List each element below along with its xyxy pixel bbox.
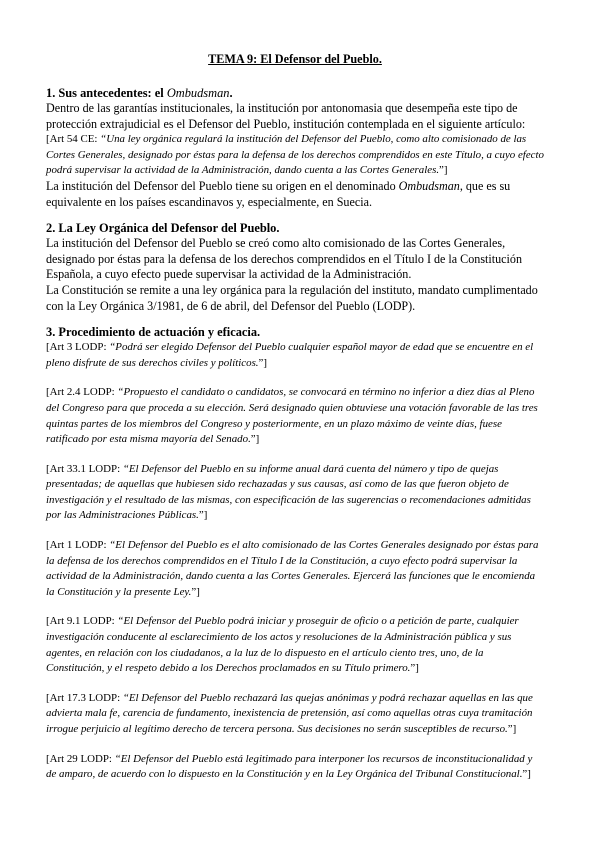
citation-art-54-ce (46, 132, 544, 179)
citation-ref: [Art 29 LODP: (46, 752, 115, 765)
citation-ref: [Art 33.1 LODP: (46, 462, 123, 475)
section-antecedentes (46, 86, 544, 210)
citation-ref: [Art 54 CE: (46, 133, 101, 146)
citation-text: “Propuesto el candidato o candidatos, se convocará en término no inferior a diez días al Pleno del Congreso para que proceda a su elección. Será designado quien obtuviese una votación favorable de las tres quintas partes de los miembros del Congreso y posteriormente, en un plazo máximo de veinte días, fuese ratificado por esta misma mayoría del Senado. (46, 386, 538, 446)
citation-text: “El Defensor del Pueblo podrá iniciar y proseguir de oficio o a petición de parte, cualquier investigación conducente al esclarecimiento de los actos y resoluciones de la Administración pública y sus agentes, en relación con los ciudadanos, a la luz de lo dispuesto en el artículo ciento tres, uno, de la Constitución, y el respeto debido a los Derechos proclamados en su Título primero. (46, 615, 519, 675)
citation-text: “El Defensor del Pueblo en su informe anual dará cuenta del número y tipo de quejas presentadas; de aquellas que hubiesen sido rechazadas y sus causas, así como de las que fueron objeto de investigación y el resultado de las mismas, con especificación de las sugerencias o recomendaciones admitidas por las Administraciones Públicas. (46, 462, 531, 522)
section-2-paragraph-1: La institución del Defensor del Pueblo se creó como alto comisionado de las Cortes Generales, designado por éstas para la defensa de los derechos comprendidos en el Título I de la Constitución Española, a cuyo efecto puede supervisar la actividad de la Administración. (46, 236, 523, 282)
citation-art-2-4-lodp (46, 385, 544, 447)
section-1-heading (46, 86, 544, 101)
section-2-paragraph-2: La Constitución se remite a una ley orgánica para la regulación del instituto, mandato cumplimentado con la Ley Orgánica 3/1981, de 6 de abril, del Defensor del Pueblo (LODP). (46, 282, 538, 313)
citation-ref: [Art 1 LODP: (46, 539, 110, 552)
section-1-heading-text: 1. Sus antecedentes: el (46, 86, 164, 100)
section-ley-organica (46, 221, 544, 314)
p2-text-start: La institución del Defensor del Pueblo tiene su origen en el denominado (46, 178, 399, 193)
section-procedimiento (46, 325, 544, 783)
citation-ref: [Art 17.3 LODP: (46, 691, 123, 704)
citation-art-17-3-lodp (46, 691, 544, 738)
citation-text: “Podrá ser elegido Defensor del Pueblo cualquier español mayor de edad que se encuentre en el pleno disfrute de sus derechos civiles y políticos. (46, 341, 534, 369)
citation-close: ”] (439, 164, 448, 177)
citation-art-3-lodp (46, 340, 544, 371)
citation-art-1-lodp (46, 538, 544, 600)
citation-close: ”] (258, 356, 267, 369)
document-title: TEMA 9: El Defensor del Pueblo. (208, 52, 382, 66)
p2-term: Ombudsman (398, 178, 460, 193)
citation-text: “Una ley orgánica regulará la institución del Defensor del Pueblo, como alto comisionado de las Cortes Generales, designado por éstas para la defensa de los derechos comprendidos en este Título, a cuyo efecto podrá supervisar la actividad de la Administración, dando cuenta a las Cortes Generales. (46, 133, 544, 177)
citation-close: ”] (198, 509, 208, 522)
citation-art-33-1-lodp (46, 462, 544, 524)
section-2-heading: 2. La Ley Orgánica del Defensor del Pueblo. (46, 221, 280, 236)
citation-text: “El Defensor del Pueblo está legitimado para interponer los recursos de inconstitucionalidad y de amparo, de acuerdo con lo dispuesto en la Constitución y en la Ley Orgánica del Tribunal Constitucional. (46, 752, 533, 781)
citation-close: ”] (191, 585, 200, 598)
citation-ref: [Art 9.1 LODP: (46, 615, 118, 628)
citation-art-29-lodp (46, 752, 544, 783)
section-1-heading-term: Ombudsman (166, 86, 230, 100)
citation-ref: [Art 2.4 LODP: (46, 386, 118, 399)
citation-close: ”] (507, 723, 517, 735)
citation-close: ”] (522, 768, 531, 781)
citation-close: ”] (250, 433, 260, 446)
citation-text: “El Defensor del Pueblo rechazará las quejas anónimas y podrá rechazar aquellas en las que advierta mala fe, carencia de fundamento, inexistencia de pretensión, así como aquellas otras cuya tramitación irrogue perjuicio al legítimo derecho de tercera persona. Sus decisiones no serán susceptibles de recurso. (46, 691, 533, 735)
citation-close: ”] (410, 662, 419, 675)
section-3-heading: 3. Procedimiento de actuación y eficacia. (46, 325, 261, 340)
p2-text-end: , que es su equivalente en los países escandinavos y, especialmente, en Suecia. (46, 178, 511, 209)
citation-text: “El Defensor del Pueblo es el alto comisionado de las Cortes Generales designado por éstas para la defensa de los derechos comprendidos en el Título I de la Constitución, a cuyo efecto podrá supervisar la actividad de la Administración, dando cuenta a las Cortes Generales. Ejercerá las funciones que le encomienda la Constitución y la presente Ley. (46, 539, 539, 598)
section-1-paragraph-1: Dentro de las garantías institucionales, la institución por antonomasia que desempeña este tipo de protección extrajudicial es el Defensor del Pueblo, institución contemplada en el siguiente artículo: (46, 101, 526, 131)
citation-art-9-1-lodp (46, 614, 544, 676)
section-1-heading-end: . (229, 86, 233, 100)
citations-list (46, 340, 544, 783)
section-1-paragraph-2 (46, 179, 544, 210)
citation-ref: [Art 3 LODP: (46, 341, 110, 354)
